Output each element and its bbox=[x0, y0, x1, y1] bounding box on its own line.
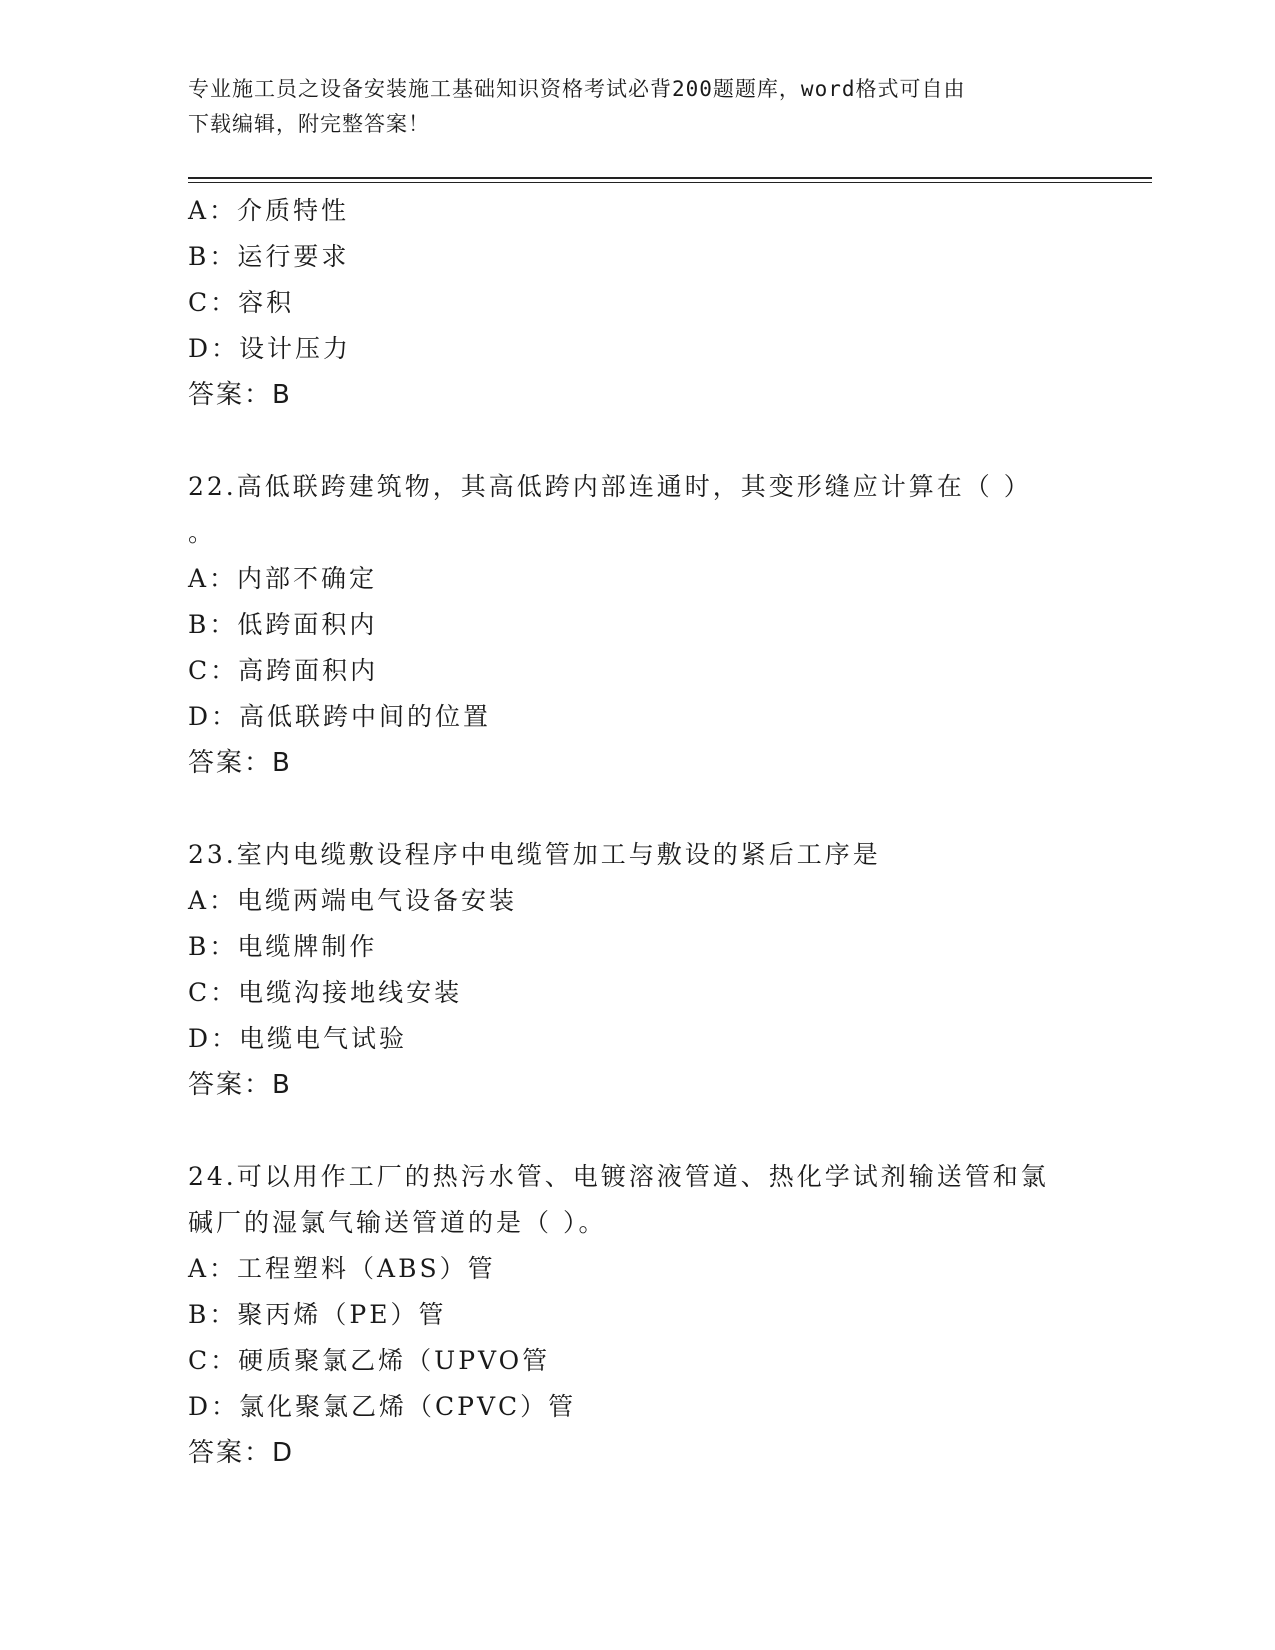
option-d: D：电缆电气试验 bbox=[188, 1024, 408, 1053]
option-d: D：氯化聚氯乙烯（CPVC）管 bbox=[188, 1392, 577, 1421]
header-rule-thin bbox=[188, 182, 1152, 183]
header-line-2: 下载编辑，附完整答案！ bbox=[188, 112, 430, 136]
header-rule-thick bbox=[188, 177, 1152, 179]
question-stem: 22.高低联跨建筑物，其高低跨内部连通时，其变形缝应计算在（ ） bbox=[188, 472, 1032, 501]
spacer bbox=[188, 418, 1088, 464]
question-stem: 24.可以用作工厂的热污水管、电镀溶液管道、热化学试剂输送管和氯 bbox=[188, 1162, 1049, 1191]
question-stem: 23.室内电缆敷设程序中电缆管加工与敷设的紧后工序是 bbox=[188, 840, 881, 869]
answer-line: 答案：B bbox=[188, 1070, 292, 1100]
option-a: A：电缆两端电气设备安装 bbox=[188, 886, 518, 915]
option-d: D：设计压力 bbox=[188, 334, 352, 363]
spacer bbox=[188, 1108, 1088, 1154]
option-c: C：容积 bbox=[188, 288, 295, 317]
spacer bbox=[188, 786, 1088, 832]
option-a: A：介质特性 bbox=[188, 196, 350, 225]
question-stem-continued: 。 bbox=[188, 518, 217, 547]
question-21 bbox=[188, 188, 1088, 418]
header-line-1: 专业施工员之设备安装施工基础知识资格考试必背200题题库，word格式可自由 bbox=[188, 77, 966, 101]
option-b: B：电缆牌制作 bbox=[188, 932, 378, 961]
question-23 bbox=[188, 832, 1088, 1108]
question-stem-continued: 碱厂的湿氯气输送管道的是（ ）。 bbox=[188, 1208, 607, 1237]
answer-line: 答案：B bbox=[188, 380, 292, 410]
question-list bbox=[188, 188, 1088, 1476]
option-c: C：硬质聚氯乙烯（UPVO管 bbox=[188, 1346, 551, 1375]
document-header bbox=[188, 72, 1088, 142]
answer-line: 答案：B bbox=[188, 748, 292, 778]
option-d: D：高低联跨中间的位置 bbox=[188, 702, 492, 731]
option-a: A：工程塑料（ABS）管 bbox=[188, 1254, 496, 1283]
option-b: B：低跨面积内 bbox=[188, 610, 378, 639]
option-c: C：电缆沟接地线安装 bbox=[188, 978, 463, 1007]
question-24 bbox=[188, 1154, 1088, 1476]
answer-line: 答案：D bbox=[188, 1438, 295, 1468]
option-b: B：聚丙烯（PE）管 bbox=[188, 1300, 447, 1329]
question-22 bbox=[188, 464, 1088, 786]
option-a: A：内部不确定 bbox=[188, 564, 378, 593]
option-b: B：运行要求 bbox=[188, 242, 350, 271]
option-c: C：高跨面积内 bbox=[188, 656, 379, 685]
